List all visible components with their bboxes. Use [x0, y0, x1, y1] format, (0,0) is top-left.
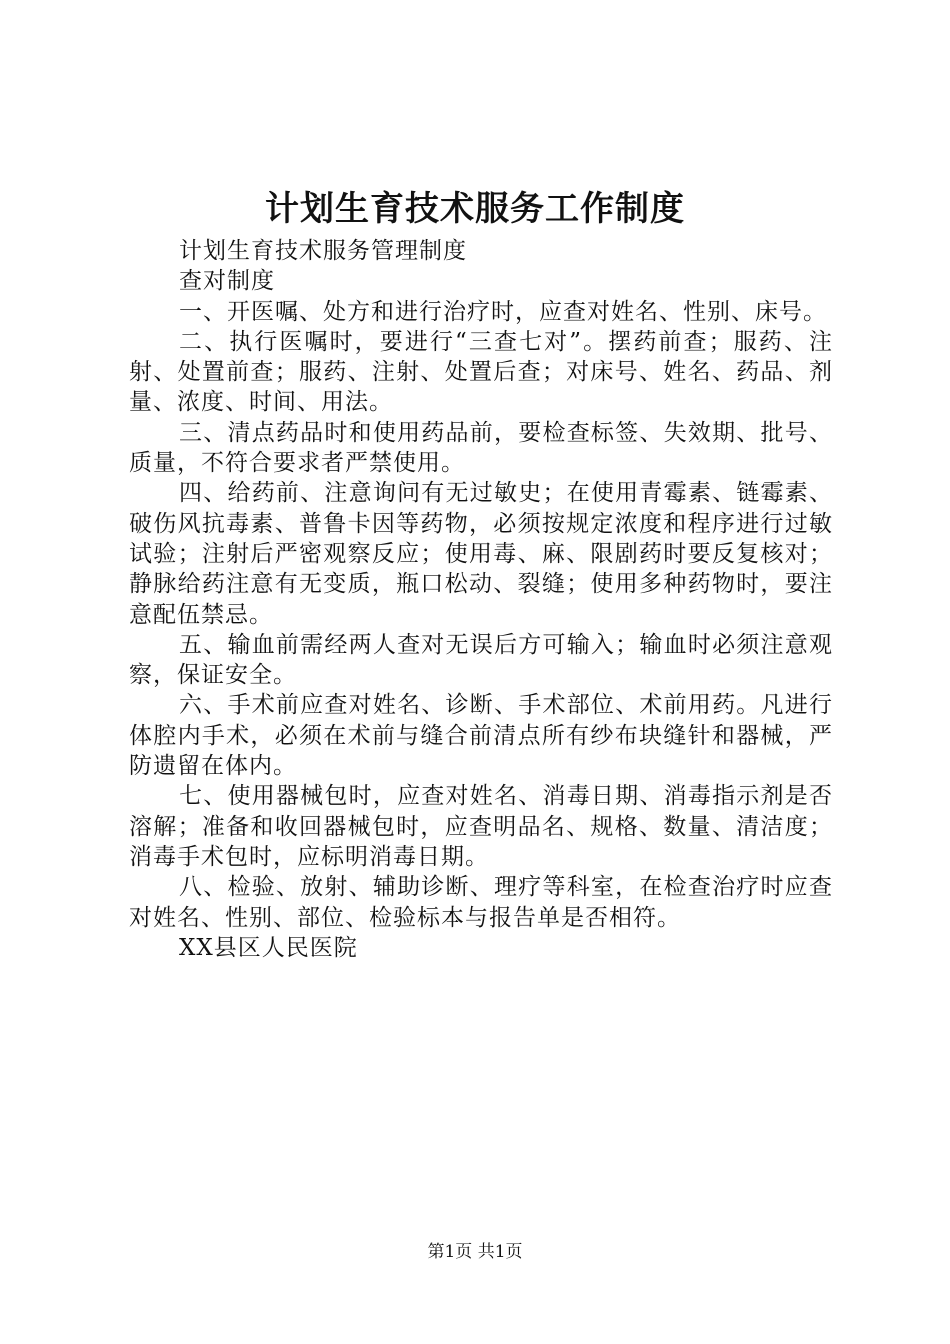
subtitle-paragraph: 计划生育技术服务管理制度: [179, 238, 467, 264]
rule-paragraph-1: 一、开医嘱、处方和进行治疗时，应查对姓名、性别、床号。: [179, 298, 827, 325]
rule-paragraph-6: 六、手术前应查对姓名、诊断、手术部位、术前用药。凡进行体腔内手术，必须在术前与缝合前清点所有纱布块缝针和器械，严防遗留在体内。: [129, 692, 833, 780]
rule-paragraph-7: 七、使用器械包时，应查对姓名、消毒日期、消毒指示剂是否溶解；准备和收回器械包时，应查明品名、规格、数量、清洁度；消毒手术包时，应标明消毒日期。: [129, 783, 833, 870]
rule-paragraph-3: 三、清点药品时和使用药品前，要检查标签、失效期、批号、质量，不符合要求者严禁使用。: [129, 419, 833, 477]
signature-line: XX县区人民医院: [179, 934, 358, 961]
document-body: [129, 236, 833, 963]
page-footer: 第1页 共1页: [427, 1242, 523, 1262]
rule-paragraph-8: 八、检验、放射、辅助诊断、理疗等科室，在检查治疗时应查对姓名、性别、部位、检验标本与报告单是否相符。: [129, 874, 833, 931]
document-title: 计划生育技术服务工作制度: [265, 189, 685, 229]
rule-paragraph-2: 二、执行医嘱时，要进行“三查七对”。摆药前查；服药、注射、处置前查；服药、注射、处置后查；对床号、姓名、药品、剂量、浓度、时间、用法。: [129, 328, 833, 416]
rule-paragraph-5: 五、输血前需经两人查对无误后方可输入；输血时必须注意观察，保证安全。: [129, 631, 833, 689]
rule-paragraph-4: 四、给药前、注意询问有无过敏史；在使用青霉素、链霉素、破伤风抗毒素、普鲁卡因等药物，必须按规定浓度和程序进行过敏试验；注射后严密观察反应；使用毒、麻、限剧药时要反复核对；静脉给药注意有无变质，瓶口松动、裂缝；使用多种药物时，要注意配伍禁忌。: [129, 480, 833, 628]
section-heading: 查对制度: [179, 268, 275, 295]
